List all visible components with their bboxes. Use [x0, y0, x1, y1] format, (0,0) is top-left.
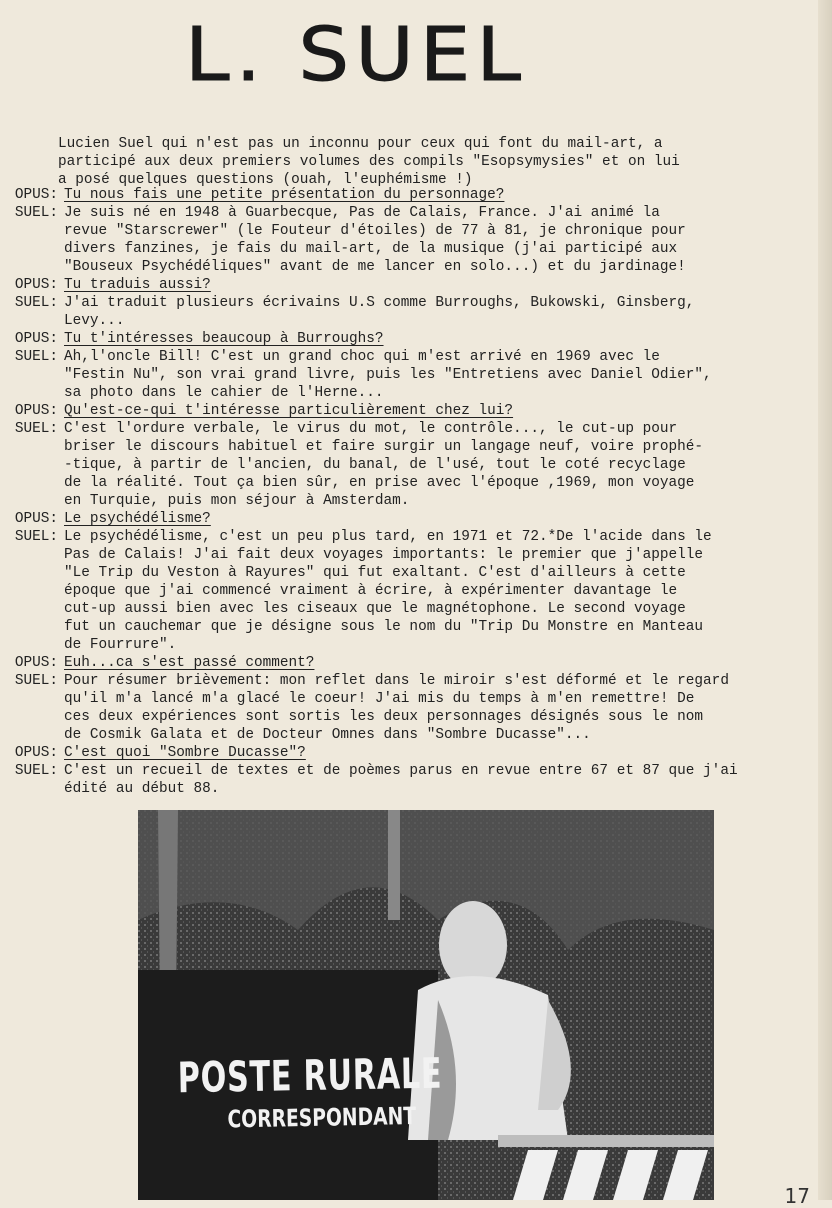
question-underlined: Tu traduis aussi? [64, 277, 211, 293]
question-text [58, 276, 794, 294]
question-underlined: Le psychédélisme? [64, 511, 211, 527]
speaker-label: SUEL: [14, 295, 58, 311]
speaker-label: OPUS: [14, 277, 58, 293]
answer-text: Le psychédélisme, c'est un peu plus tard, en 1971 et 72.*De l'acide dans le Pas de Calais! J'ai fait deux voyages importants: le premier que j'appelle "Le Trip du Veston à Rayures" qui fut exaltant. C'est d'ailleurs à cette époque que j'ai commencé vraiment à écrire, à expérimenter davantage le cut-up aussi bien avec les ciseaux que le magnétophone. Le second voyage fut un cauchemar que je désigne sous le nom du "Trip Du Monstre en Manteau de Fourrure". [64, 529, 712, 653]
speaker-label: OPUS: [14, 655, 58, 671]
answer-row [4, 294, 794, 330]
speaker-label: SUEL: [14, 529, 58, 545]
answer-row [4, 348, 794, 402]
question-row [4, 654, 794, 672]
question-row [4, 276, 794, 294]
speaker-label: SUEL: [14, 349, 58, 365]
sign-line-1: POSTE RURALE [177, 1048, 443, 1103]
speaker-label: OPUS: [14, 187, 58, 203]
question-row [4, 744, 794, 762]
sign-line-2: CORRESPONDANT [227, 1102, 417, 1134]
question-row [4, 186, 794, 204]
speaker-label: SUEL: [14, 763, 58, 779]
question-underlined: Tu t'intéresses beaucoup à Burroughs? [64, 331, 384, 347]
question-text [58, 510, 794, 528]
intro-paragraph: Lucien Suel qui n'est pas un inconnu pour ceux qui font du mail-art, a participé aux deux premiers volumes des compils "Esopsymysies" et on lui a posé quelques questions (ouah, l'euphémisme !) [58, 136, 680, 188]
question-text [58, 330, 794, 348]
question-row [4, 510, 794, 528]
answer-text: Ah,l'oncle Bill! C'est un grand choc qui m'est arrivé en 1969 avec le "Festin Nu", son vrai grand livre, puis les "Entretiens avec Daniel Odier", sa photo dans le cahier de l'Herne... [64, 349, 712, 401]
speaker-label: SUEL: [14, 421, 58, 437]
speaker-label: SUEL: [14, 205, 58, 221]
speaker-label: OPUS: [14, 331, 58, 347]
page-number: 17 [784, 1184, 810, 1208]
answer-text: J'ai traduit plusieurs écrivains U.S comme Burroughs, Bukowski, Ginsberg, Levy... [64, 295, 695, 329]
question-underlined: Tu nous fais une petite présentation du personnage? [64, 187, 505, 203]
question-text [58, 744, 794, 762]
question-text [58, 186, 794, 204]
paper-edge [818, 0, 832, 1200]
answer-text: C'est l'ordure verbale, le virus du mot, le contrôle..., le cut-up pour briser le discours habituel et faire surgir un langage neuf, voire prophé- -tique, à partir de l'ancien, du banal, de l'usé, tout le coté recyclage de la réalité. Tout ça bien sûr, en prise avec l'époque ,1969, mon voyage en Turquie, puis mon séjour à Amsterdam. [64, 421, 704, 509]
speaker-label: OPUS: [14, 745, 58, 761]
photo-image [138, 810, 714, 1200]
answer-row [4, 762, 794, 798]
speaker-label: OPUS: [14, 403, 58, 419]
interview [4, 186, 794, 798]
answer-row [4, 672, 794, 744]
answer-text: Pour résumer brièvement: mon reflet dans le miroir s'est déformé et le regard qu'il m'a lancé m'a glacé le coeur! J'ai mis du temps à m'en remettre! De ces deux expériences sont sortis les deux personnages désignés sous le nom de Cosmik Galata et de Docteur Omnes dans "Sombre Ducasse"... [64, 673, 729, 743]
question-underlined: C'est quoi "Sombre Ducasse"? [64, 745, 306, 761]
photo [138, 810, 714, 1200]
answer-row [4, 204, 794, 276]
answer-row [4, 528, 794, 654]
page-title: L. SUEL [185, 12, 527, 98]
answer-text: Je suis né en 1948 à Guarbecque, Pas de Calais, France. J'ai animé la revue "Starscrewer" (le Fouteur d'étoiles) de 77 à 81, je chronique pour divers fanzines, je fais du mail-art, de la musique (j'ai participé aux "Bouseux Psychédéliques" avant de me lancer en solo...) et du jardinage! [64, 205, 686, 275]
speaker-label: SUEL: [14, 673, 58, 689]
question-row [4, 402, 794, 420]
speaker-label: OPUS: [14, 511, 58, 527]
question-underlined: Qu'est-ce-qui t'intéresse particulièrement chez lui? [64, 403, 514, 419]
answer-row [4, 420, 794, 510]
question-text [58, 654, 794, 672]
question-row [4, 330, 794, 348]
poste-rurale-sign [177, 1047, 546, 1134]
question-text [58, 402, 794, 420]
answer-text: C'est un recueil de textes et de poèmes parus en revue entre 67 et 87 que j'ai édité au début 88. [64, 763, 738, 797]
question-underlined: Euh...ca s'est passé comment? [64, 655, 315, 671]
